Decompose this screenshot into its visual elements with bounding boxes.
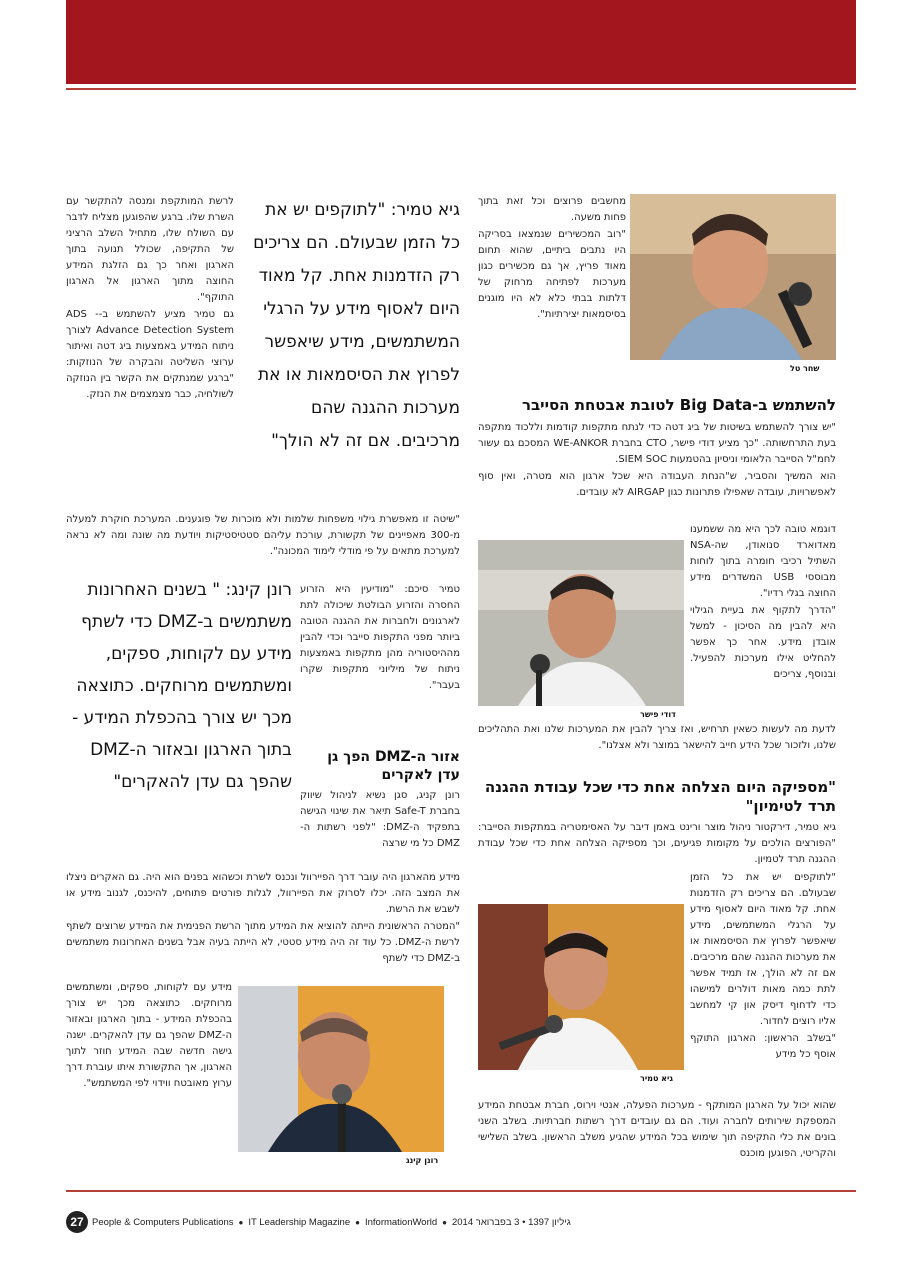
photo-ronen-king [238, 986, 444, 1152]
page-footer [66, 1208, 626, 1236]
section3-body [66, 870, 460, 968]
footer-rule [66, 1190, 856, 1192]
pull-quote-ronen: רונן קינג: " בשנים האחרונות משתמשים ב-DMZ כדי לשתף מידע עם לקוחות, ספקים, ומשתמשים מרוחקים. כתוצאה מכך יש צורך בהכפלת המידע - בתוך הארגון ובאזור ה-DMZ שהפך גם עדן להאקרים" [72, 580, 292, 792]
section-heading: "מספיקה היום הצלחה אחת כדי שכל עבודת ההגנה תרד לטימיון" [484, 778, 836, 815]
photo-dudi-fisher [478, 540, 684, 706]
photo-caption: שחר טל [790, 364, 820, 373]
paragraph: טמיר סיכם: "מודיעין היא הזרוע החסרה והזרוע הבולטת שיכולה לתת לארגונים ולחברות את ההגנה הטובה ביותר מפני התקפות סייבר וכדי להבין מההיסטוריה מהן מתקפות באמצעות ניתוח של מיליוני מתקפות שקרו בעבר". [300, 584, 460, 691]
middle-wide-text [66, 512, 460, 561]
column-left-top [66, 194, 234, 404]
section2-body [478, 820, 836, 869]
page-number: 27 [66, 1211, 88, 1233]
section2-tail [478, 1098, 836, 1163]
section1-body [478, 420, 836, 502]
column-right-top [478, 194, 626, 324]
photo-caption: דודי פישר [640, 710, 676, 719]
paragraph: "בשלב הראשון: הארגון התוקף אוסף כל מידע [690, 1033, 836, 1060]
paragraph: "רוב המכשירים שנמצאו בסריקה היו נתבים ביתיים, שהוא תחום מאוד פריץ, אך גם מכשירים כגון מערכות לפתיחה מרחוק של דלתות בבתי כלא לא היו מוגנים בסיסמאות יצירתיות". [478, 229, 626, 320]
photo-shahar-tal [630, 194, 836, 360]
photo-guy-tamir [478, 904, 684, 1070]
paragraph: "שיטה זו מאפשרת גילוי משפחות שלמות ולא מוכרות של פוגענים. המערכת חוקרת למעלה מ-300 מאפיינים של תקשורת, עורכת עליהם סטטיסטיקות ויודעת מה שונה ומה לא נראה למערכת מתאים על פי מודלי לימוד המכונה". [66, 514, 460, 557]
paragraph: "הדרך לתקוף את בעיית הגילוי היא להבין מה הסיכון - למשל אובדן מידע. אחר כך אפשר להחליט אילו מערכות להפעיל. ובנוסף, צריכים [690, 605, 836, 680]
bullet-icon: ● [442, 1217, 447, 1227]
section-heading: להשתמש ב-Big Data לטובת אבטחת הסייבר [521, 396, 836, 414]
photo-caption: רונן קינג [406, 1156, 439, 1165]
footer-site: InformationWorld [364, 1216, 438, 1228]
paragraph: רונן קניג, סגן נשיא לניהול שיווק בחברת Safe-T תיאר את שינוי הגישה בתפקיד ה-DMZ: "לפני רשתות ה-DMZ כל מי שרצה [300, 790, 461, 849]
paragraph: גם טמיר מציע להשתמש ב-ADS - Advance Detection System לצורך ניתוח המידע באמצעות ביג דטה ואיתור ערוצי השליטה והבקרה של הנוזקות: "ברגע שמנתקים את הקשר בין הנוזקה לשולחיה, כבר מצמצמים את הנזק. [66, 309, 234, 400]
paragraph: "המטרה הראשונית הייתה להוציא את המידע מתוך הרשת הפנימית את המידע שרוצים לשתף לרשת ה-DMZ. כל עוד זה היה מידע סטטי, לא הייתה בעיה אבל בשנים האחרונות משתמשים ב-DMZ כדי לשתף [66, 921, 460, 964]
footer-publisher: People & Computers Publications [92, 1216, 234, 1228]
section3-tail [66, 980, 232, 1093]
footer-magazine: IT Leadership Magazine [248, 1216, 351, 1228]
section2-narrow [690, 870, 836, 1064]
header-rule [66, 88, 856, 90]
paragraph: לדעת מה לעשות כשאין תרחיש, ואז צריך להבין את המערכות שלנו ואת התהליכים שלנו, ולזכור שכל הידע חייב להישאר במוצר ולא אצלנו". [478, 724, 836, 751]
paragraph: לרשת המותקפת ומנסה להתקשר עם השרת שלו. ברגע שהפוגען מצליח לדבר עם השולח שלו, מתחיל השלב הרציני של התקיפה, שכולל תנועה בתוך הארגון ואחר כך גם הזלגת המידע החוצה מתוך הארגון אל הארגון התוקף". [66, 196, 234, 303]
paragraph: דוגמא טובה לכך היא מה ששמענו מאדוארד סנואודן, שה-NSA השתיל רכיבי חומרה בתוך לוחות מבוססי USB המשדרים מידע החוצה בגלי רדיו". [690, 524, 836, 599]
paragraph: מידע עם לקוחות, ספקים, ומשתמשים מרוחקים. כתוצאה מכך יש צורך בהכפלת המידע - בתוך הארגון ובאזור ה-DMZ שהפך גם עדן להאקרים. ישנה גישה חדשה שבה המידע חוזר לתוך הארגון, אך התקשורת איתו עוברת דרך ערוץ מאובטח ווידוי לפי המשתמש". [66, 982, 232, 1089]
section1-narrow [690, 522, 836, 684]
section-heading: אזור ה-DMZ הפך גן עדן לאקרים [327, 749, 460, 783]
paragraph: גיא טמיר, דירקטור ניהול מוצר ורינט באמן דיבר על האסימטריה במתקפות הסייבר: "הפורצים הולכים על מקומות פגיעים, וכך מספיקה הצלחה אחת כדי שכל עבודת ההגנה תרד לטמיון. [478, 822, 836, 865]
paragraph: מידע מהארגון היה עובר דרך הפיירוול ונכנס לשרת וכשהוא בפנים הוא היה. גם האקרים ניצלו את המצב הזה. יכלו לסרוק את הפיירוול, לגלות פורטים פתוחים, להיכנס, לגנוב מידע או לשבש את הרשת. [66, 872, 460, 915]
column-mid [300, 582, 460, 695]
paragraph: הוא המשיך והסביר, ש"הנחת העבודה היא שכל ארגון הוא מטרה, ואין סוף לאפשרויות, עובדה שאפילו פתרונות כגון AIRGAP לא עובדים. [478, 471, 836, 498]
footer-issue: גיליון 1397 • 3 בפברואר 2014 [451, 1216, 571, 1228]
paragraph: "יש צורך להשתמש בשיטות של ביג דטה כדי לנתח מתקפות קודמות וללכוד מתקפה בעת התרחשותה. "כך מציע דודי פישר, CTO בחברת WE-ANKOR המסכם גם עשור לחמ"ל הסייבר הלאומי וניסיון בהטמעות SIEM SOC. [478, 422, 837, 465]
section1-tail [478, 722, 836, 755]
pull-quote-guy: גיא טמיר: "לתוקפים יש את כל הזמן שבעולם. הם צריכים רק הזדמנות אחת. קל מאוד היום לאסוף מידע על הרגלי המשתמשים, מידע שיאפשר לפרוץ את הסיסמאות או את מערכות ההגנה שהם מרכיבים. אם זה לא הולך" [253, 200, 460, 451]
paragraph: "לתוקפים יש את כל הזמן שבעולם. הם צריכים רק הזדמנות אחת. קל מאוד היום לאסוף מידע על הרגלי המשתמשים, מידע שיאפשר לפרוץ את הסיסמאות או את מערכות ההגנה שהם מרכיבים. אם זה לא הולך, אז תמיד אפשר לתת כמה מאות דולרים למישהו כדי לדחוף דיסק און קי למחשב אליו רוצים לחדור. [690, 872, 836, 1027]
bullet-icon: ● [238, 1217, 244, 1227]
photo-caption: גיא טמיר [640, 1074, 673, 1083]
section3-narrow [300, 788, 460, 853]
bullet-icon: ● [355, 1217, 360, 1227]
paragraph: מחשבים פרוצים וכל זאת בתוך פחות משעה. [478, 196, 626, 223]
paragraph: שהוא יכול על הארגון המותקף - מערכות הפעלה, אנטי וירוס, חברת אבטחת המידע המספקת שירותים לחברה ועוד. הם גם עובדים דרך רשתות חברתיות. בשלב השני בונים את כלי התקיפה תוך שימוש בכל המידע שהגיע משלב הראשון. בשלב השלישי והקריטי, הפוגען מוכנס [478, 1100, 836, 1159]
header-color-band [66, 0, 856, 84]
